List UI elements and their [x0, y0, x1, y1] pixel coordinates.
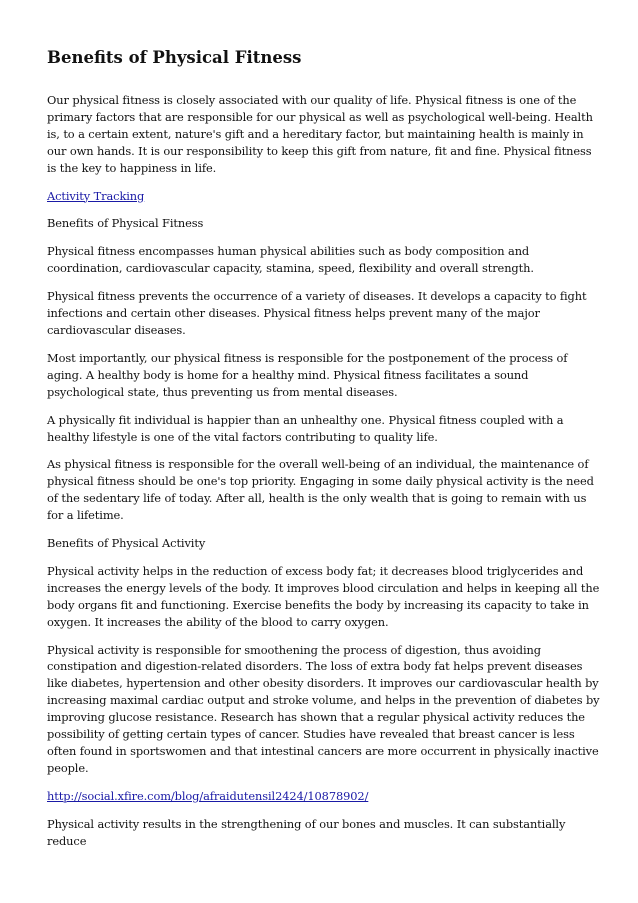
body-paragraph: Physical fitness encompasses human physical abilities such as body composition and coordination, cardiovascular capacity, stamina, speed, flexibility and overall strength. [47, 244, 534, 276]
link-paragraph [47, 788, 602, 805]
document-title: Benefits of Physical Fitness [47, 48, 302, 67]
blog-url-link[interactable]: http://social.xfire.com/blog/afraidutensil2424/10878902/ [47, 788, 369, 803]
body-paragraph: Physical fitness prevents the occurrence of a variety of diseases. It develops a capacity to fight infections and certain other diseases. Physical fitness helps prevent many of the major cardiovascular diseases. [47, 289, 587, 337]
body-paragraph: Physical activity is responsible for smoothening the process of digestion, thus avoiding constipation and digestion-related disorders. The loss of extra body fat helps prevent diseases like diabetes, hypertension and other obesity disorders. It improves our cardiovascular health by increasing maximal cardiac output and stroke volume, and helps in the prevention of diabetes by improving glucose resistance. Research has shown that a regular physical activity reduces the possibility of getting certain types of cancer. Studies have revealed that breast cancer is less often found in sportswomen and that intestinal cancers are more occurrent in physically inactive people. [47, 642, 600, 775]
link-paragraph [47, 188, 602, 205]
document-page [47, 46, 602, 861]
subheading-benefits-fitness: Benefits of Physical Fitness [47, 216, 204, 231]
body-paragraph: As physical fitness is responsible for the overall well-being of an individual, the maintenance of physical fitness should be one's top priority. Engaging in some daily physical activity is the need of the sedentary life of today. After all, health is the only wealth that is going to remain with us for a lifetime. [47, 457, 594, 523]
body-paragraph: Physical activity helps in the reduction of excess body fat; it decreases blood triglycerides and increases the energy levels of the body. It improves blood circulation and helps in keeping all the body organs fit and functioning. Exercise benefits the body by increasing its capacity to take in oxygen. It increases the ability of the blood to carry oxygen. [47, 563, 600, 629]
subheading-benefits-activity: Benefits of Physical Activity [47, 536, 206, 551]
body-paragraph: Most importantly, our physical fitness is responsible for the postponement of the process of aging. A healthy body is home for a healthy mind. Physical fitness facilitates a sound psychological state, thus preventing us from mental diseases. [47, 350, 568, 399]
intro-paragraph: Our physical fitness is closely associated with our quality of life. Physical fitness is one of the primary factors that are responsible for our physical as well as psychological well-being. Health is, to a certain extent, nature's gift and a hereditary factor, but maintaining health is mainly in our own hands. It is our responsibility to keep this gift from nature, fit and fine. Physical fitness is the key to happiness in life. [47, 93, 593, 175]
body-paragraph: Physical activity results in the strengthening of our bones and muscles. It can substantially reduce [47, 816, 566, 848]
body-paragraph: A physically fit individual is happier than an unhealthy one. Physical fitness coupled with a healthy lifestyle is one of the vital factors contributing to quality life. [47, 412, 564, 444]
activity-tracking-link[interactable]: Activity Tracking [47, 188, 145, 203]
